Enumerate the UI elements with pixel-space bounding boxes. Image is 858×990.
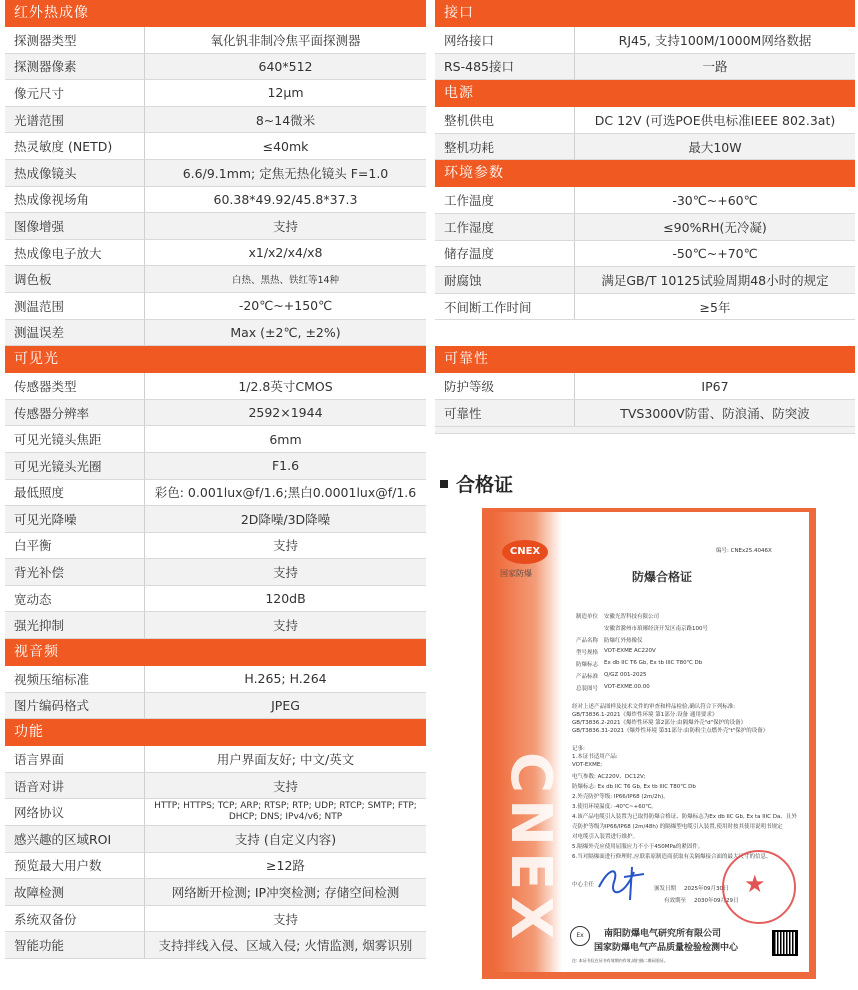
spec-row: [5, 479, 426, 506]
director-label: 中心主任: [572, 882, 595, 888]
section-header: 环境参数: [435, 160, 855, 187]
spec-label: 图片编码格式: [5, 692, 145, 719]
spec-row: [5, 452, 426, 479]
spec-row: [5, 826, 426, 853]
issuer-name-1: 南阳防爆电气研究所有限公司: [604, 929, 722, 939]
spec-label: 探测器像素: [5, 53, 145, 80]
spec-label: 可靠性: [435, 399, 575, 426]
section-header: 视音频: [5, 639, 426, 666]
spec-table: [435, 373, 855, 426]
spec-row: [5, 239, 426, 266]
certificate-line: VOT-EXME;: [572, 762, 603, 768]
spec-row: [5, 799, 426, 826]
section-header: 功能: [5, 719, 426, 746]
spec-value: 满足GB/T 10125试验周期48小时的规定: [575, 267, 856, 294]
spec-row: [435, 187, 855, 213]
spec-row: [5, 692, 426, 719]
spec-table: [5, 373, 426, 639]
spec-label: 智能功能: [5, 932, 145, 959]
spec-row: [5, 905, 426, 932]
section-header: 红外热成像: [5, 0, 426, 27]
spec-label: 白平衡: [5, 532, 145, 559]
spec-value: ≥12路: [145, 852, 427, 879]
spec-row: [5, 133, 426, 160]
spec-row: [435, 267, 855, 294]
spec-label: 宽动态: [5, 585, 145, 612]
spec-row: [5, 532, 426, 559]
expire-date: 2030年09月29日: [694, 898, 739, 904]
certificate-field-label: 总装图号: [576, 686, 599, 692]
spec-value: -50℃~+70℃: [575, 240, 856, 267]
spec-row: [5, 266, 426, 293]
spec-row: [5, 559, 426, 586]
spec-row: [435, 373, 855, 399]
spec-label: 故障检测: [5, 879, 145, 906]
certificate-footer: 注: 本证书仅在证书有效期内有效,请扫描二维码验证。: [572, 958, 668, 963]
spec-label: 热成像视场角: [5, 186, 145, 213]
spec-label: 可见光镜头焦距: [5, 426, 145, 453]
spec-value: H.265; H.264: [145, 666, 427, 692]
cnex-logo-subtitle: 国家防爆: [500, 569, 532, 578]
spec-label: 网络接口: [435, 27, 575, 53]
certificate-line: 2.外壳防护等级: IP66/IP68 (2m/2h)。: [572, 794, 669, 800]
spec-value: 用户界面友好; 中文/英文: [145, 746, 427, 772]
qr-code-icon: [772, 930, 798, 956]
spec-row: [5, 186, 426, 213]
spec-label: 可见光镜头光圈: [5, 452, 145, 479]
section-header: 可见光: [5, 346, 426, 373]
spec-value: 6.6/9.1mm; 定焦无热化镜头 F=1.0: [145, 159, 427, 186]
section-header: 电源: [435, 80, 855, 107]
certificate-heading-text: 合格证: [456, 474, 514, 496]
spec-label: 语言界面: [5, 746, 145, 772]
spec-value: TVS3000V防雷、防浪涌、防突波: [575, 399, 856, 426]
certificate-line: 4.该产品电缆引入装置为已取得防爆合格证、防爆标志为Ex db IIC Gb, Ex ta IIIC Da、且外: [572, 814, 797, 820]
spec-label: 强光抑制: [5, 612, 145, 639]
certificate-paper: [494, 512, 809, 972]
certificate-line: 1.本证书适用产品:: [572, 754, 618, 760]
right-spec-column: [435, 0, 855, 434]
spec-value: 640*512: [145, 53, 427, 80]
spec-value: 8~14微米: [145, 106, 427, 133]
spec-label: 背光补偿: [5, 559, 145, 586]
spec-label: 网络协议: [5, 799, 145, 826]
director-signature: [594, 862, 654, 902]
spec-label: 不间断工作时间: [435, 293, 575, 320]
spec-table: [435, 187, 855, 320]
spec-value: 氧化钒非制冷焦平面探测器: [145, 27, 427, 53]
spec-value: 1/2.8英寸CMOS: [145, 373, 427, 399]
spec-value: -20℃~+150℃: [145, 292, 427, 319]
spec-label: 预览最大用户数: [5, 852, 145, 879]
spec-value: 支持: [145, 559, 427, 586]
left-spec-column: [5, 0, 426, 959]
spec-row: [5, 932, 426, 959]
spec-label: 测温误差: [5, 319, 145, 346]
spec-label: 图像增强: [5, 213, 145, 240]
spec-table: [5, 666, 426, 719]
spec-value: -30℃~+60℃: [575, 187, 856, 213]
section-gap: [435, 320, 855, 346]
seal-star-icon: ★: [744, 870, 766, 898]
spec-label: 整机功耗: [435, 133, 575, 160]
spec-label: 感兴趣的区域ROI: [5, 826, 145, 853]
certificate-image: [482, 508, 816, 979]
spec-row: [5, 159, 426, 186]
spec-row: [5, 213, 426, 240]
spec-value: ≤90%RH(无冷凝): [575, 213, 856, 240]
ex-mark-icon: Ex: [570, 926, 590, 946]
spec-table: [435, 27, 855, 80]
spec-row: [5, 319, 426, 346]
issue-date: 2025年09月30日: [684, 886, 729, 892]
spec-value: 2D降噪/3D降噪: [145, 506, 427, 533]
spec-row: [5, 399, 426, 426]
certificate-field-value: Q/GZ 001-2025: [604, 672, 647, 678]
certificate-title: 防爆合格证: [632, 570, 693, 584]
spec-value: 支持: [145, 213, 427, 240]
certificate-field-value: VOT-EXME AC220V: [604, 648, 656, 654]
issue-date-label: 颁发日期: [654, 886, 677, 892]
spec-label: 整机供电: [435, 107, 575, 133]
certificate-field-value: 安徽光智科技有限公司: [604, 614, 660, 620]
spec-value: 12μm: [145, 80, 427, 107]
spec-value: ≥5年: [575, 293, 856, 320]
spec-label: 可见光降噪: [5, 506, 145, 533]
spec-value: 一路: [575, 53, 856, 80]
spec-value: 网络断开检测; IP冲突检测; 存储空间检测: [145, 879, 427, 906]
spec-row: [5, 292, 426, 319]
spec-value: 2592×1944: [145, 399, 427, 426]
spec-label: 防护等级: [435, 373, 575, 399]
spec-label: 测温范围: [5, 292, 145, 319]
spec-row: [435, 293, 855, 320]
spec-value: 支持: [145, 772, 427, 799]
spec-row: [435, 213, 855, 240]
certificate-line: 5.隔爆外壳应使用屈服应力不小于450MPa的紧固件。: [572, 844, 704, 850]
spec-label: 热成像镜头: [5, 159, 145, 186]
spec-row: [435, 27, 855, 53]
table-end-bar: [435, 427, 855, 434]
spec-row: [5, 53, 426, 80]
spec-value: 支持拌线入侵、区域入侵; 火情监测, 烟雾识别: [145, 932, 427, 959]
spec-label: RS-485接口: [435, 53, 575, 80]
issuer-name-2: 国家防爆电气产品质量检验检测中心: [594, 943, 739, 953]
spec-value: JPEG: [145, 692, 427, 719]
spec-value: HTTP; HTTPS; TCP; ARP; RTSP; RTP; UDP; RTCP; SMTP; FTP; DHCP; DNS; IPv4/v6; NTP: [145, 799, 427, 826]
certificate-line: 6.当对隔爆面进行修理时,应联系原制造商获取有关隔爆接合面的最大尺寸的信息。: [572, 854, 772, 860]
section-header: 可靠性: [435, 346, 855, 373]
spec-row: [435, 240, 855, 267]
spec-value: F1.6: [145, 452, 427, 479]
spec-value: Max (±2℃, ±2%): [145, 319, 427, 346]
spec-value: IP67: [575, 373, 856, 399]
spec-value: 彩色: 0.001lux@f/1.6;黑白0.0001lux@f/1.6: [145, 479, 427, 506]
spec-row: [5, 746, 426, 772]
spec-row: [5, 27, 426, 53]
spec-value: 支持: [145, 532, 427, 559]
certificate-field-label: 制造单位: [576, 614, 599, 620]
spec-row: [435, 53, 855, 80]
certificate-field-label: 产品标准: [576, 674, 599, 680]
spec-label: 最低照度: [5, 479, 145, 506]
spec-label: 传感器类型: [5, 373, 145, 399]
certificate-field-value: VOT-EXME.00.00: [604, 684, 650, 690]
spec-label: 工作湿度: [435, 213, 575, 240]
spec-value: 6mm: [145, 426, 427, 453]
spec-row: [5, 879, 426, 906]
certificate-field-label: 防爆标志: [576, 662, 599, 668]
spec-label: 系统双备份: [5, 905, 145, 932]
cnex-logo: CNEX: [502, 540, 548, 564]
spec-value: 支持 (自定义内容): [145, 826, 427, 853]
spec-row: [5, 585, 426, 612]
spec-value: 最大10W: [575, 133, 856, 160]
spec-row: [435, 133, 855, 160]
spec-value: x1/x2/x4/x8: [145, 239, 427, 266]
spec-row: [435, 107, 855, 133]
spec-label: 调色板: [5, 266, 145, 293]
certificate-field-value: 安徽省滁州市琅琊经济开发区南京路100号: [604, 626, 708, 632]
certificate-field-value: Ex db IIC T6 Gb, Ex tb IIIC T80℃ Db: [604, 660, 703, 666]
certificate-field-value: 防爆红外热像仪: [604, 638, 643, 644]
spec-row: [5, 426, 426, 453]
spec-row: [5, 666, 426, 692]
spec-label: 热灵敏度 (NETD): [5, 133, 145, 160]
spec-value: 60.38*49.92/45.8*37.3: [145, 186, 427, 213]
certificate-line: 3.使用环境温度: -40℃~+60℃。: [572, 804, 657, 810]
spec-row: [5, 506, 426, 533]
spec-table: [5, 27, 426, 346]
square-bullet-icon: [440, 480, 448, 488]
spec-value: RJ45, 支持100M/1000M网络数据: [575, 27, 856, 53]
certificate-heading: [440, 470, 513, 497]
expire-date-label: 有效期至: [664, 898, 687, 904]
spec-value: ≤40mk: [145, 133, 427, 160]
standards-intro: 经对上述产品图样及技术文件的审查和样品检验,确认符合下列标准:: [572, 704, 736, 710]
spec-row: [5, 373, 426, 399]
spec-label: 语音对讲: [5, 772, 145, 799]
spec-label: 像元尺寸: [5, 80, 145, 107]
spec-label: 光谱范围: [5, 106, 145, 133]
certificate-line: 壳防护等级为IP66/IP68 (2m/48h) 的隔爆型电缆引入装置,使用时按其使用说明书规定: [572, 824, 783, 830]
spec-label: 工作温度: [435, 187, 575, 213]
spec-label: 耐腐蚀: [435, 267, 575, 294]
spec-row: [5, 80, 426, 107]
certificate-field-label: 产品名称: [576, 638, 599, 644]
certificate-line: 电气参数: AC220V、DC12V;: [572, 774, 646, 780]
spec-value: 120dB: [145, 585, 427, 612]
spec-value: DC 12V (可选POE供电标准IEEE 802.3at): [575, 107, 856, 133]
spec-label: 传感器分辨率: [5, 399, 145, 426]
notes-title: 记事:: [572, 746, 585, 752]
spec-value: 支持: [145, 612, 427, 639]
cnex-watermark: CNEX: [498, 752, 563, 946]
certificate-line: 对电缆引入装置进行维护。: [572, 834, 639, 840]
spec-row: [5, 772, 426, 799]
spec-table: [435, 107, 855, 160]
spec-table: [5, 746, 426, 959]
spec-value: 支持: [145, 905, 427, 932]
certificate-line: 防爆标志: Ex db IIC T6 Gb, Ex tb IIIC T80℃ Db: [572, 784, 696, 790]
certificate-field-label: 型号规格: [576, 650, 599, 656]
spec-row: [5, 852, 426, 879]
certificate-line: GB/T3836.1-2021《爆炸性环境 第1部分:设备 通用要求》: [572, 712, 718, 718]
spec-label: 探测器类型: [5, 27, 145, 53]
spec-row: [435, 399, 855, 426]
spec-value: 白热、黑热、铁红等14种: [145, 266, 427, 293]
spec-row: [5, 612, 426, 639]
certificate-line: GB/T3836.31-2021《爆炸性环境 第31部分:由防粉尘点燃外壳"t"保护的设备》: [572, 728, 769, 734]
spec-label: 热成像电子放大: [5, 239, 145, 266]
certificate-number: 编号: CNEx25.4046X: [716, 548, 772, 554]
certificate-line: GB/T3836.2-2021《爆炸性环境 第2部分:由隔爆外壳"d"保护的设备》: [572, 720, 747, 726]
spec-label: 储存温度: [435, 240, 575, 267]
section-header: 接口: [435, 0, 855, 27]
spec-label: 视频压缩标准: [5, 666, 145, 692]
spec-row: [5, 106, 426, 133]
